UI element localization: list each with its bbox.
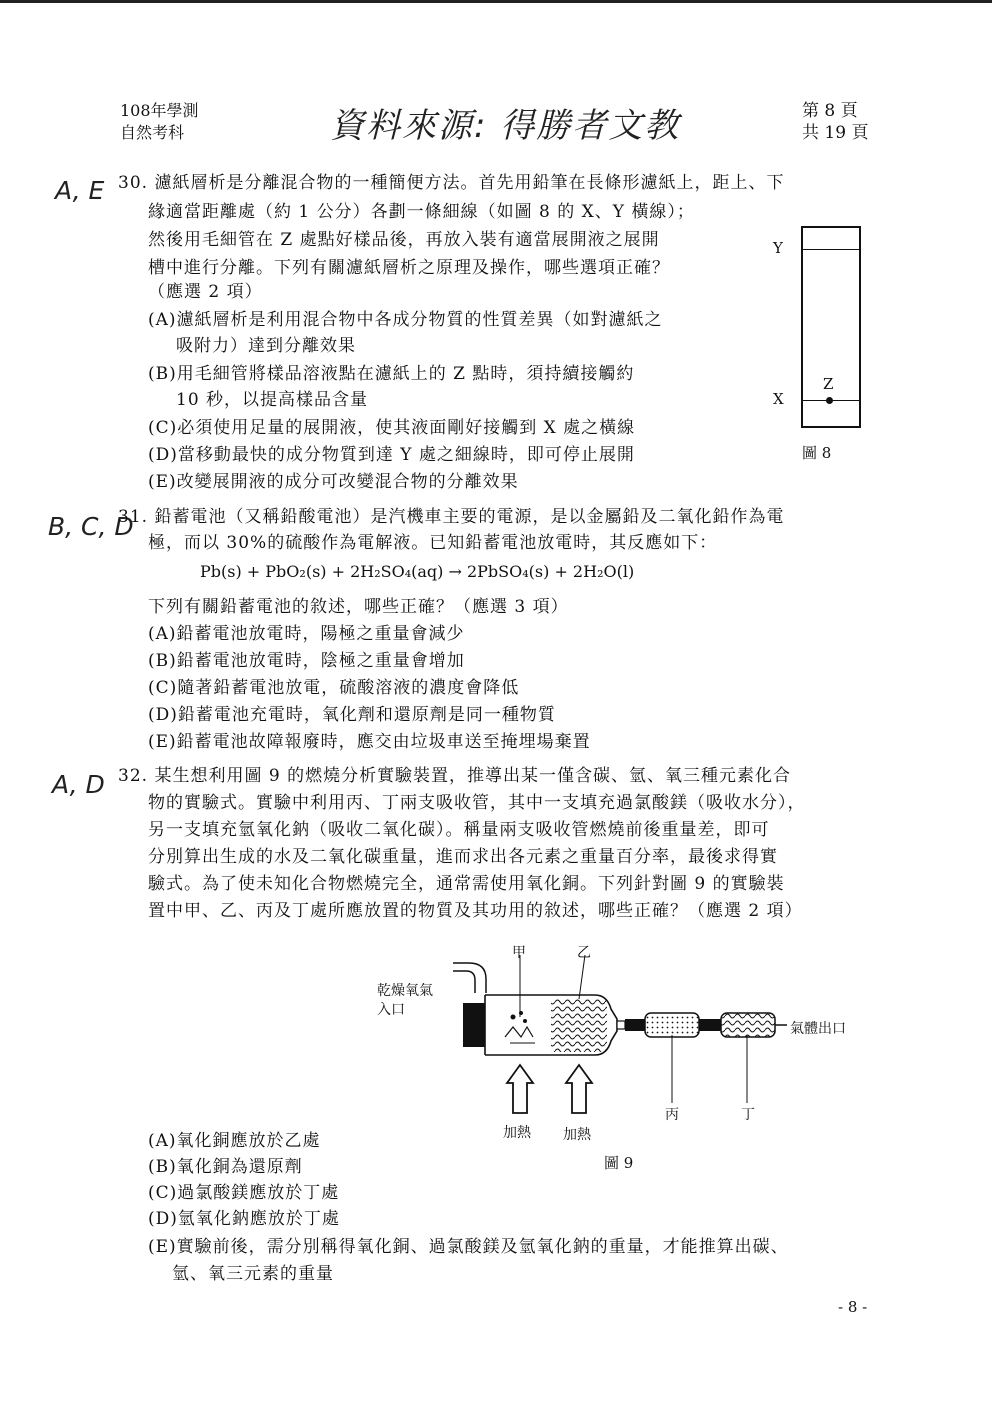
fig8-caption: 圖 8	[802, 444, 832, 462]
q31-option-b: (B)鉛蓄電池放電時，陰極之重量會增加	[148, 651, 465, 671]
source-note: 資料來源: 得勝者文教	[330, 106, 681, 146]
stopper	[463, 1003, 485, 1047]
label-yi: 乙	[577, 945, 591, 961]
q32-option-e-cont: 氫、氧三元素的重量	[172, 1264, 334, 1284]
q30-option-d: (D)當移動最快的成分物質到達 Y 處之細線時，即可停止展開	[148, 445, 635, 465]
q31-answer-mark: B, C, D	[48, 512, 134, 541]
heat-arrow-2	[566, 1065, 592, 1113]
q30-option-c: (C)必須使用足量的展開液，使其液面剛好接觸到 X 處之橫線	[148, 418, 636, 438]
q31-option-a: (A)鉛蓄電池放電時，陽極之重量會減少	[148, 624, 465, 644]
combustion-apparatus-diagram	[355, 935, 875, 1150]
q30-line: （應選 2 項）	[148, 282, 263, 302]
q30-option-a-cont: 吸附力）達到分離效果	[176, 336, 356, 356]
q32-option-b: (B)氧化銅為還原劑	[148, 1157, 303, 1177]
fig8-label-y: Y	[773, 239, 783, 257]
absorption-tube-bing	[645, 1013, 699, 1037]
q32-option-e: (E)實驗前後，需分別稱得氧化銅、過氯酸鎂及氫氧化鈉的重量，才能推算出碳、	[148, 1237, 789, 1257]
label-ding: 丁	[741, 1107, 755, 1123]
reaction-equation: Pb(s) + PbO₂(s) + 2H₂SO₄(aq) → 2PbSO₄(s) + 2H₂O(l)	[200, 562, 635, 581]
top-border	[0, 0, 992, 3]
q30-option-b-cont: 10 秒，以提高樣品含量	[176, 390, 369, 410]
heat-label-2: 加熱	[563, 1127, 591, 1143]
q32-line: 物的實驗式。實驗中利用丙、丁兩支吸收管，其中一支填充過氯酸鎂（吸收水分），	[148, 793, 806, 813]
fig8-label-z: Z	[823, 375, 834, 393]
page-total: 共 19 頁	[802, 123, 869, 143]
q32-line: 分別算出生成的水及二氧化碳重量，進而求出各元素之重量百分率，最後求得實	[148, 847, 778, 867]
q30-line: 緣適當距離處（約 1 公分）各劃一條細線（如圖 8 的 X、Y 橫線）；	[148, 202, 695, 222]
heat-label-1: 加熱	[503, 1125, 531, 1141]
q32-option-c: (C)過氯酸鎂應放於丁處	[148, 1183, 340, 1203]
q31-option-c: (C)隨著鉛蓄電池放電，硫酸溶液的濃度會降低	[148, 678, 520, 698]
q30-line: 槽中進行分離。下列有關濾紙層析之原理及操作，哪些選項正確？	[148, 258, 670, 278]
q30-answer-mark: A, E	[55, 176, 105, 205]
packing-yi	[551, 998, 607, 1052]
q30-line: 30. 濾紙層析是分離混合物的一種簡便方法。首先用鉛筆在長條形濾紙上，距上、下	[118, 173, 785, 193]
q32-line: 置中甲、乙、丙及丁處所應放置的物質及其功用的敘述，哪些正確？（應選 2 項）	[148, 901, 803, 921]
q31-option-d: (D)鉛蓄電池充電時，氧化劑和還原劑是同一種物質	[148, 705, 556, 725]
fig8-label-x: X	[773, 390, 784, 408]
q32-answer-mark: A, D	[52, 770, 105, 799]
page-current: 第 8 頁	[802, 101, 858, 121]
heat-arrow-1	[507, 1065, 533, 1113]
inlet-label-2: 入口	[377, 1002, 405, 1018]
subject: 自然考科	[120, 123, 185, 142]
q32-line: 32. 某生想利用圖 9 的燃燒分析實驗裝置，推導出某一僅含碳、氫、氧三種元素化合	[118, 766, 792, 786]
exam-year: 108年學測	[120, 101, 199, 120]
q32-option-a: (A)氧化銅應放於乙處	[148, 1131, 321, 1151]
inlet-tube	[453, 971, 475, 993]
page-number: - 8 -	[838, 1298, 868, 1316]
label-jia: 甲	[512, 945, 526, 961]
q31-line: 極，而以 30%的硫酸作為電解液。已知鉛蓄電池放電時，其反應如下：	[148, 533, 718, 553]
outlet-label: 氣體出口	[790, 1021, 846, 1037]
q30-option-a: (A)濾紙層析是利用混合物中各成分物質的性質差異（如對濾紙之	[148, 310, 663, 330]
line-y	[801, 249, 861, 250]
inlet-label-1: 乾燥氧氣	[377, 983, 433, 999]
q32-option-d: (D)氫氧化鈉應放於丁處	[148, 1209, 340, 1229]
fig9-caption: 圖 9	[604, 1154, 634, 1172]
q31-prompt: 下列有關鉛蓄電池的敘述，哪些正確？（應選 3 項）	[148, 597, 569, 617]
q32-line: 驗式。為了使未知化合物燃燒完全，通常需使用氧化銅。下列針對圖 9 的實驗裝	[148, 874, 785, 894]
q32-line: 另一支填充氫氧化鈉（吸收二氧化碳）。稱量兩支吸收管燃燒前後重量差，即可	[148, 820, 770, 840]
absorption-tube-ding	[721, 1013, 775, 1037]
q30-line: 然後用毛細管在 Z 處點好樣品後，再放入裝有適當展開液之展開	[148, 230, 660, 250]
label-bing: 丙	[665, 1107, 679, 1123]
q30-option-b: (B)用毛細管將樣品溶液點在濾紙上的 Z 點時，須持續接觸約	[148, 364, 635, 384]
point-z	[826, 397, 833, 404]
q31-line: 31. 鉛蓄電池（又稱鉛酸電池）是汽機車主要的電源，是以金屬鉛及二氧化鉛作為電	[118, 507, 785, 527]
q31-option-e: (E)鉛蓄電池故障報廢時，應交由垃圾車送至掩埋場棄置	[148, 732, 591, 752]
q30-option-e: (E)改變展開液的成分可改變混合物的分離效果	[148, 472, 519, 492]
